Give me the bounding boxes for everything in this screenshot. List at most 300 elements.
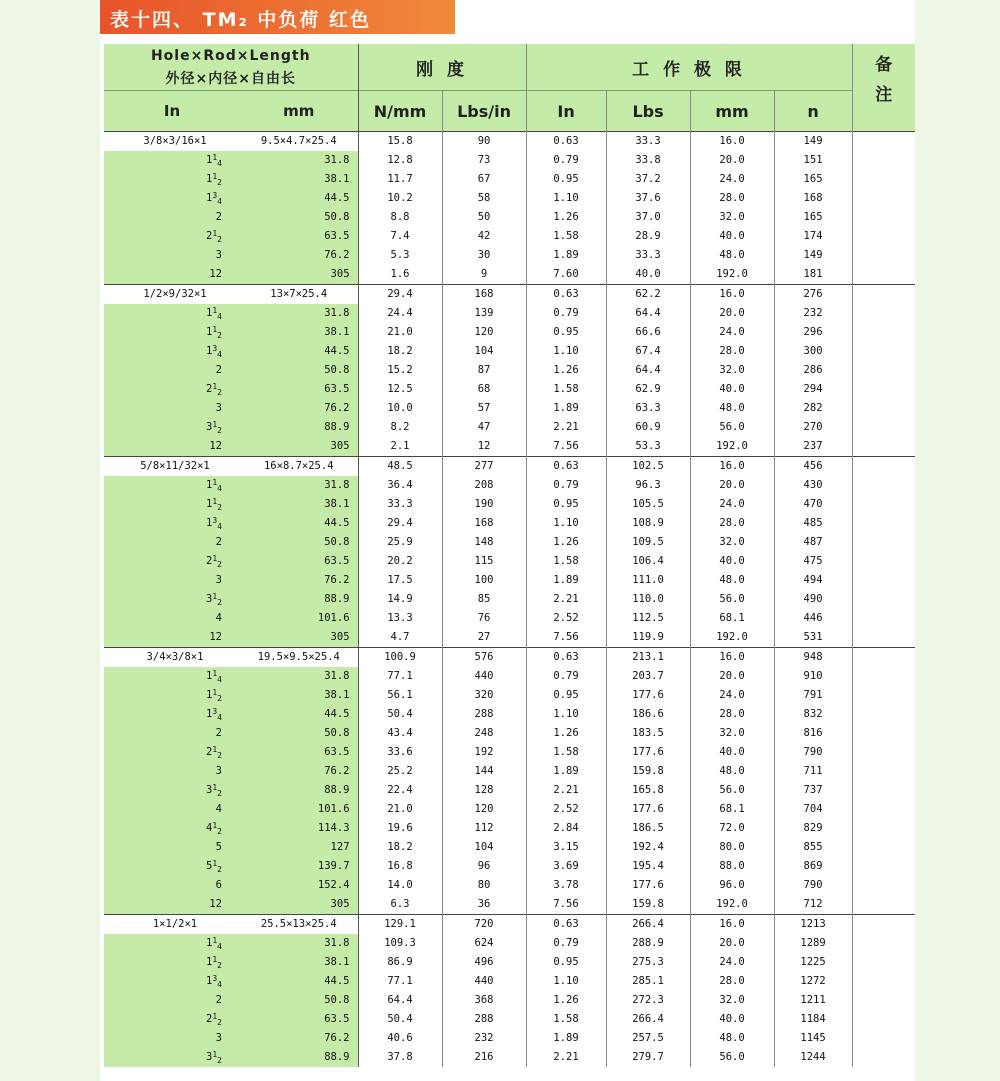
- note-cell: [852, 437, 915, 457]
- length-inches-cell: 12: [104, 895, 240, 915]
- limit-lbs-cell: 96.3: [606, 476, 690, 495]
- table-row: [104, 895, 915, 915]
- length-mm-cell: 76.2: [240, 762, 358, 781]
- limit-n-cell: 711: [774, 762, 852, 781]
- length-inches-cell: 2: [104, 724, 240, 743]
- stiffness-lbs-per-in-cell: 12: [442, 437, 526, 457]
- col-header-limit-n: n: [774, 91, 852, 132]
- stiffness-n-per-mm-cell: 16.8: [358, 857, 442, 876]
- limit-in-cell: 1.26: [526, 724, 606, 743]
- limit-n-cell: 1272: [774, 972, 852, 991]
- limit-mm-cell: 48.0: [690, 399, 774, 418]
- table-row: [104, 953, 915, 972]
- size-inches-cell: 1×1/2×1: [104, 915, 240, 935]
- stiffness-lbs-per-in-cell: 128: [442, 781, 526, 800]
- table-row: [104, 380, 915, 399]
- table-row: [104, 285, 915, 305]
- stiffness-lbs-per-in-cell: 104: [442, 838, 526, 857]
- limit-lbs-cell: 285.1: [606, 972, 690, 991]
- stiffness-lbs-per-in-cell: 68: [442, 380, 526, 399]
- stiffness-lbs-per-in-cell: 87: [442, 361, 526, 380]
- limit-in-cell: 1.89: [526, 571, 606, 590]
- limit-lbs-cell: 186.5: [606, 819, 690, 838]
- limit-mm-cell: 32.0: [690, 361, 774, 380]
- length-mm-cell: 88.9: [240, 1048, 358, 1067]
- limit-lbs-cell: 67.4: [606, 342, 690, 361]
- length-mm-cell: 76.2: [240, 571, 358, 590]
- stiffness-n-per-mm-cell: 25.2: [358, 762, 442, 781]
- note-cell: [852, 1029, 915, 1048]
- limit-in-cell: 7.60: [526, 265, 606, 285]
- table-row: [104, 132, 915, 152]
- limit-in-cell: 1.89: [526, 246, 606, 265]
- limit-n-cell: 948: [774, 648, 852, 668]
- limit-n-cell: 1244: [774, 1048, 852, 1067]
- length-mm-cell: 38.1: [240, 170, 358, 189]
- length-mm-cell: 44.5: [240, 189, 358, 208]
- limit-n-cell: 1289: [774, 934, 852, 953]
- length-mm-cell: 127: [240, 838, 358, 857]
- stiffness-lbs-per-in-cell: 58: [442, 189, 526, 208]
- stiffness-n-per-mm-cell: 56.1: [358, 686, 442, 705]
- length-inches-cell: 3: [104, 246, 240, 265]
- table-row: [104, 399, 915, 418]
- note-header-label: 备注: [875, 55, 893, 105]
- stiffness-n-per-mm-cell: 109.3: [358, 934, 442, 953]
- length-mm-cell: 63.5: [240, 552, 358, 571]
- limit-lbs-cell: 106.4: [606, 552, 690, 571]
- limit-n-cell: 456: [774, 457, 852, 477]
- stiffness-n-per-mm-cell: 77.1: [358, 667, 442, 686]
- table-row: [104, 648, 915, 668]
- length-inches-cell: 312: [104, 418, 240, 437]
- stiffness-lbs-per-in-cell: 208: [442, 476, 526, 495]
- limit-lbs-cell: 288.9: [606, 934, 690, 953]
- length-mm-cell: 38.1: [240, 323, 358, 342]
- stiffness-n-per-mm-cell: 24.4: [358, 304, 442, 323]
- size-inches-cell: 3/4×3/8×1: [104, 648, 240, 668]
- length-mm-cell: 31.8: [240, 151, 358, 170]
- stiffness-lbs-per-in-cell: 67: [442, 170, 526, 189]
- limit-mm-cell: 16.0: [690, 132, 774, 152]
- limit-in-cell: 1.10: [526, 972, 606, 991]
- table-row: [104, 1048, 915, 1067]
- table-row: [104, 838, 915, 857]
- table-row: [104, 514, 915, 533]
- length-inches-cell: 212: [104, 743, 240, 762]
- limit-lbs-cell: 112.5: [606, 609, 690, 628]
- length-mm-cell: 88.9: [240, 418, 358, 437]
- working-limit-header: 工 作 极 限: [526, 44, 852, 91]
- length-inches-cell: 112: [104, 686, 240, 705]
- col-header-mm: mm: [240, 91, 358, 132]
- stiffness-lbs-per-in-cell: 232: [442, 1029, 526, 1048]
- stiffness-lbs-per-in-cell: 139: [442, 304, 526, 323]
- limit-lbs-cell: 37.6: [606, 189, 690, 208]
- limit-lbs-cell: 177.6: [606, 686, 690, 705]
- length-inches-cell: 112: [104, 323, 240, 342]
- note-cell: [852, 361, 915, 380]
- limit-lbs-cell: 60.9: [606, 418, 690, 437]
- note-cell: [852, 399, 915, 418]
- stiffness-lbs-per-in-cell: 320: [442, 686, 526, 705]
- limit-n-cell: 300: [774, 342, 852, 361]
- note-cell: [852, 838, 915, 857]
- limit-lbs-cell: 266.4: [606, 915, 690, 935]
- limit-mm-cell: 32.0: [690, 991, 774, 1010]
- stiffness-n-per-mm-cell: 36.4: [358, 476, 442, 495]
- limit-lbs-cell: 111.0: [606, 571, 690, 590]
- limit-in-cell: 0.79: [526, 151, 606, 170]
- limit-in-cell: 0.95: [526, 495, 606, 514]
- length-mm-cell: 38.1: [240, 495, 358, 514]
- stiffness-lbs-per-in-cell: 9: [442, 265, 526, 285]
- limit-mm-cell: 16.0: [690, 457, 774, 477]
- limit-in-cell: 1.10: [526, 342, 606, 361]
- limit-n-cell: 174: [774, 227, 852, 246]
- page-title: 表十四、 TM₂ 中负荷 红色: [110, 9, 372, 31]
- limit-mm-cell: 40.0: [690, 743, 774, 762]
- length-mm-cell: 88.9: [240, 781, 358, 800]
- length-mm-cell: 101.6: [240, 800, 358, 819]
- length-mm-cell: 44.5: [240, 705, 358, 724]
- stiffness-n-per-mm-cell: 13.3: [358, 609, 442, 628]
- limit-lbs-cell: 159.8: [606, 762, 690, 781]
- limit-lbs-cell: 177.6: [606, 876, 690, 895]
- length-mm-cell: 31.8: [240, 476, 358, 495]
- limit-mm-cell: 20.0: [690, 151, 774, 170]
- stiffness-lbs-per-in-cell: 120: [442, 323, 526, 342]
- note-cell: [852, 590, 915, 609]
- limit-mm-cell: 192.0: [690, 265, 774, 285]
- length-mm-cell: 152.4: [240, 876, 358, 895]
- limit-mm-cell: 16.0: [690, 648, 774, 668]
- stiffness-lbs-per-in-cell: 148: [442, 533, 526, 552]
- stiffness-n-per-mm-cell: 17.5: [358, 571, 442, 590]
- note-cell: [852, 342, 915, 361]
- limit-in-cell: 2.21: [526, 418, 606, 437]
- note-cell: [852, 265, 915, 285]
- limit-in-cell: 0.63: [526, 915, 606, 935]
- stiffness-n-per-mm-cell: 20.2: [358, 552, 442, 571]
- stiffness-lbs-per-in-cell: 47: [442, 418, 526, 437]
- stiffness-n-per-mm-cell: 10.0: [358, 399, 442, 418]
- limit-n-cell: 1213: [774, 915, 852, 935]
- limit-in-cell: 7.56: [526, 437, 606, 457]
- stiffness-n-per-mm-cell: 48.5: [358, 457, 442, 477]
- length-inches-cell: 114: [104, 934, 240, 953]
- limit-in-cell: 1.89: [526, 399, 606, 418]
- stiffness-n-per-mm-cell: 18.2: [358, 838, 442, 857]
- length-mm-cell: 63.5: [240, 380, 358, 399]
- limit-in-cell: 0.79: [526, 667, 606, 686]
- note-cell: [852, 304, 915, 323]
- stiffness-n-per-mm-cell: 29.4: [358, 514, 442, 533]
- limit-mm-cell: 72.0: [690, 819, 774, 838]
- table-row: [104, 686, 915, 705]
- table-row: [104, 857, 915, 876]
- length-inches-cell: 114: [104, 304, 240, 323]
- size-inches-cell: 3/8×3/16×1: [104, 132, 240, 152]
- note-cell: [852, 380, 915, 399]
- table-row: [104, 342, 915, 361]
- note-cell: [852, 571, 915, 590]
- limit-in-cell: 0.63: [526, 285, 606, 305]
- limit-n-cell: 855: [774, 838, 852, 857]
- length-inches-cell: 212: [104, 227, 240, 246]
- stiffness-n-per-mm-cell: 6.3: [358, 895, 442, 915]
- limit-lbs-cell: 53.3: [606, 437, 690, 457]
- length-mm-cell: 44.5: [240, 342, 358, 361]
- limit-n-cell: 149: [774, 132, 852, 152]
- length-mm-cell: 31.8: [240, 304, 358, 323]
- length-inches-cell: 5: [104, 838, 240, 857]
- stiffness-lbs-per-in-cell: 80: [442, 876, 526, 895]
- col-header-n-per-mm: N/mm: [358, 91, 442, 132]
- note-cell: [852, 819, 915, 838]
- limit-mm-cell: 16.0: [690, 915, 774, 935]
- limit-in-cell: 7.56: [526, 895, 606, 915]
- table-row: [104, 800, 915, 819]
- limit-lbs-cell: 192.4: [606, 838, 690, 857]
- limit-lbs-cell: 62.9: [606, 380, 690, 399]
- spec-table-container: [104, 44, 915, 1065]
- stiffness-lbs-per-in-cell: 100: [442, 571, 526, 590]
- length-inches-cell: 114: [104, 151, 240, 170]
- note-cell: [852, 915, 915, 935]
- length-inches-cell: 3: [104, 571, 240, 590]
- limit-in-cell: 2.21: [526, 781, 606, 800]
- stiffness-n-per-mm-cell: 12.5: [358, 380, 442, 399]
- table-row: [104, 667, 915, 686]
- limit-mm-cell: 20.0: [690, 667, 774, 686]
- stiffness-n-per-mm-cell: 15.2: [358, 361, 442, 380]
- table-row: [104, 571, 915, 590]
- limit-lbs-cell: 177.6: [606, 800, 690, 819]
- limit-in-cell: 2.52: [526, 800, 606, 819]
- limit-n-cell: 790: [774, 743, 852, 762]
- limit-in-cell: 0.95: [526, 323, 606, 342]
- length-mm-cell: 305: [240, 895, 358, 915]
- stiffness-n-per-mm-cell: 22.4: [358, 781, 442, 800]
- note-cell: [852, 991, 915, 1010]
- limit-n-cell: 1225: [774, 953, 852, 972]
- limit-n-cell: 232: [774, 304, 852, 323]
- limit-lbs-cell: 28.9: [606, 227, 690, 246]
- note-cell: [852, 552, 915, 571]
- limit-lbs-cell: 203.7: [606, 667, 690, 686]
- note-cell: [852, 953, 915, 972]
- limit-mm-cell: 192.0: [690, 628, 774, 648]
- note-cell: [852, 686, 915, 705]
- limit-in-cell: 0.79: [526, 476, 606, 495]
- limit-mm-cell: 28.0: [690, 342, 774, 361]
- stiffness-lbs-per-in-cell: 73: [442, 151, 526, 170]
- stiffness-n-per-mm-cell: 64.4: [358, 991, 442, 1010]
- limit-lbs-cell: 102.5: [606, 457, 690, 477]
- length-inches-cell: 112: [104, 953, 240, 972]
- limit-n-cell: 1211: [774, 991, 852, 1010]
- limit-mm-cell: 32.0: [690, 533, 774, 552]
- stiffness-n-per-mm-cell: 2.1: [358, 437, 442, 457]
- note-cell: [852, 876, 915, 895]
- length-inches-cell: 134: [104, 514, 240, 533]
- stiffness-n-per-mm-cell: 10.2: [358, 189, 442, 208]
- table-row: [104, 227, 915, 246]
- stiffness-lbs-per-in-cell: 624: [442, 934, 526, 953]
- limit-in-cell: 2.84: [526, 819, 606, 838]
- stiffness-n-per-mm-cell: 37.8: [358, 1048, 442, 1067]
- limit-in-cell: 1.26: [526, 533, 606, 552]
- table-row: [104, 552, 915, 571]
- limit-n-cell: 1184: [774, 1010, 852, 1029]
- limit-in-cell: 2.21: [526, 590, 606, 609]
- length-inches-cell: 3: [104, 1029, 240, 1048]
- stiffness-lbs-per-in-cell: 30: [442, 246, 526, 265]
- note-cell: [852, 476, 915, 495]
- length-inches-cell: 2: [104, 991, 240, 1010]
- stiffness-n-per-mm-cell: 1.6: [358, 265, 442, 285]
- stiffness-n-per-mm-cell: 19.6: [358, 819, 442, 838]
- stiffness-n-per-mm-cell: 11.7: [358, 170, 442, 189]
- table-row: [104, 151, 915, 170]
- length-inches-cell: 134: [104, 342, 240, 361]
- stiffness-lbs-per-in-cell: 76: [442, 609, 526, 628]
- note-cell: [852, 895, 915, 915]
- stiffness-lbs-per-in-cell: 168: [442, 514, 526, 533]
- limit-lbs-cell: 266.4: [606, 1010, 690, 1029]
- length-mm-cell: 63.5: [240, 227, 358, 246]
- size-inches-cell: 5/8×11/32×1: [104, 457, 240, 477]
- limit-lbs-cell: 64.4: [606, 361, 690, 380]
- limit-lbs-cell: 177.6: [606, 743, 690, 762]
- size-mm-cell: 16×8.7×25.4: [240, 457, 358, 477]
- stiffness-lbs-per-in-cell: 440: [442, 667, 526, 686]
- limit-mm-cell: 20.0: [690, 934, 774, 953]
- stiffness-n-per-mm-cell: 12.8: [358, 151, 442, 170]
- limit-n-cell: 286: [774, 361, 852, 380]
- length-mm-cell: 31.8: [240, 934, 358, 953]
- length-inches-cell: 512: [104, 857, 240, 876]
- length-mm-cell: 50.8: [240, 361, 358, 380]
- limit-in-cell: 0.79: [526, 934, 606, 953]
- limit-lbs-cell: 105.5: [606, 495, 690, 514]
- table-row: [104, 819, 915, 838]
- stiffness-n-per-mm-cell: 8.2: [358, 418, 442, 437]
- stiffness-n-per-mm-cell: 33.3: [358, 495, 442, 514]
- stiffness-lbs-per-in-cell: 190: [442, 495, 526, 514]
- length-mm-cell: 88.9: [240, 590, 358, 609]
- size-mm-cell: 19.5×9.5×25.4: [240, 648, 358, 668]
- stiffness-lbs-per-in-cell: 57: [442, 399, 526, 418]
- size-mm-cell: 13×7×25.4: [240, 285, 358, 305]
- limit-n-cell: 276: [774, 285, 852, 305]
- note-cell: [852, 857, 915, 876]
- limit-mm-cell: 192.0: [690, 895, 774, 915]
- limit-n-cell: 791: [774, 686, 852, 705]
- stiffness-lbs-per-in-cell: 112: [442, 819, 526, 838]
- table-row: [104, 476, 915, 495]
- limit-in-cell: 1.58: [526, 552, 606, 571]
- limit-in-cell: 1.89: [526, 1029, 606, 1048]
- stiffness-lbs-per-in-cell: 576: [442, 648, 526, 668]
- limit-lbs-cell: 33.8: [606, 151, 690, 170]
- limit-in-cell: 2.52: [526, 609, 606, 628]
- table-row: [104, 1010, 915, 1029]
- table-row: [104, 972, 915, 991]
- limit-lbs-cell: 195.4: [606, 857, 690, 876]
- length-inches-cell: 112: [104, 170, 240, 189]
- limit-mm-cell: 24.0: [690, 953, 774, 972]
- stiffness-lbs-per-in-cell: 288: [442, 1010, 526, 1029]
- table-row: [104, 208, 915, 227]
- limit-mm-cell: 20.0: [690, 304, 774, 323]
- stiffness-lbs-per-in-cell: 216: [442, 1048, 526, 1067]
- left-background-band: [0, 0, 100, 1081]
- col-header-limit-mm: mm: [690, 91, 774, 132]
- length-inches-cell: 2: [104, 533, 240, 552]
- length-mm-cell: 101.6: [240, 609, 358, 628]
- length-mm-cell: 63.5: [240, 1010, 358, 1029]
- note-cell: [852, 151, 915, 170]
- note-cell: [852, 1048, 915, 1067]
- size-mm-cell: 9.5×4.7×25.4: [240, 132, 358, 152]
- limit-in-cell: 1.58: [526, 227, 606, 246]
- note-cell: [852, 934, 915, 953]
- stiffness-n-per-mm-cell: 43.4: [358, 724, 442, 743]
- limit-mm-cell: 96.0: [690, 876, 774, 895]
- stiffness-n-per-mm-cell: 129.1: [358, 915, 442, 935]
- limit-n-cell: 829: [774, 819, 852, 838]
- limit-in-cell: 0.95: [526, 170, 606, 189]
- limit-lbs-cell: 279.7: [606, 1048, 690, 1067]
- limit-lbs-cell: 33.3: [606, 246, 690, 265]
- limit-lbs-cell: 64.4: [606, 304, 690, 323]
- limit-mm-cell: 56.0: [690, 1048, 774, 1067]
- stiffness-n-per-mm-cell: 15.8: [358, 132, 442, 152]
- limit-mm-cell: 24.0: [690, 170, 774, 189]
- limit-in-cell: 1.26: [526, 208, 606, 227]
- limit-in-cell: 1.10: [526, 705, 606, 724]
- length-inches-cell: 212: [104, 1010, 240, 1029]
- limit-in-cell: 0.63: [526, 132, 606, 152]
- table-row: [104, 170, 915, 189]
- limit-lbs-cell: 37.2: [606, 170, 690, 189]
- length-inches-cell: 134: [104, 972, 240, 991]
- limit-lbs-cell: 272.3: [606, 991, 690, 1010]
- length-inches-cell: 212: [104, 380, 240, 399]
- length-inches-cell: 12: [104, 628, 240, 648]
- length-mm-cell: 139.7: [240, 857, 358, 876]
- limit-in-cell: 1.58: [526, 1010, 606, 1029]
- stiffness-lbs-per-in-cell: 288: [442, 705, 526, 724]
- limit-n-cell: 832: [774, 705, 852, 724]
- limit-mm-cell: 32.0: [690, 724, 774, 743]
- length-inches-cell: 12: [104, 437, 240, 457]
- table-row: [104, 533, 915, 552]
- table-row: [104, 934, 915, 953]
- note-cell: [852, 972, 915, 991]
- dimension-header-cn: 外径×内径×自由长: [165, 71, 296, 87]
- limit-mm-cell: 32.0: [690, 208, 774, 227]
- limit-mm-cell: 40.0: [690, 380, 774, 399]
- note-cell: [852, 667, 915, 686]
- stiffness-lbs-per-in-cell: 50: [442, 208, 526, 227]
- stiffness-lbs-per-in-cell: 27: [442, 628, 526, 648]
- length-inches-cell: 12: [104, 265, 240, 285]
- limit-n-cell: 282: [774, 399, 852, 418]
- limit-mm-cell: 48.0: [690, 571, 774, 590]
